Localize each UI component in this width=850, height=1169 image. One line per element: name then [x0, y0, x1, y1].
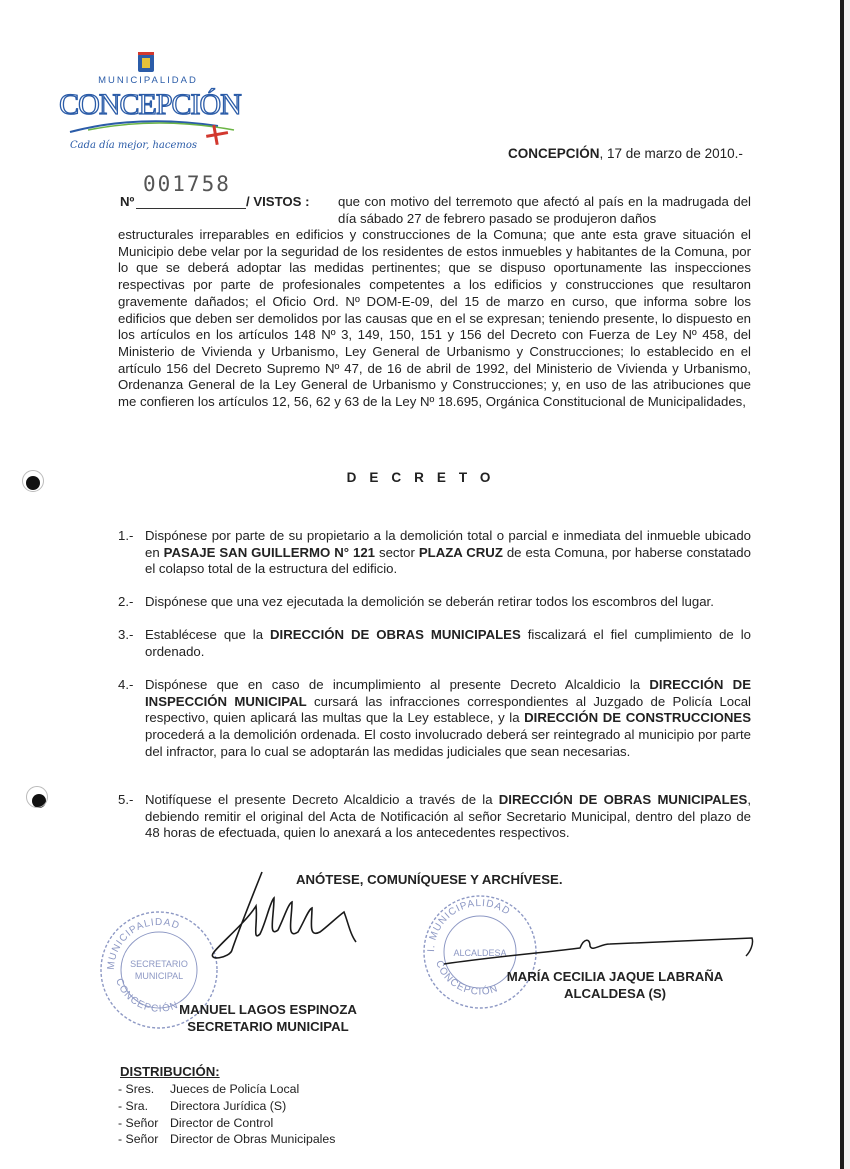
- decree-number-stamp: 001758: [143, 172, 231, 196]
- logo-top-text: MUNICIPALIDAD: [98, 75, 198, 86]
- distribution-row: - Señor Director de Control: [118, 1115, 274, 1130]
- stamp-center-line-1: SECRETARIO: [130, 959, 188, 969]
- item-number: 1.-: [118, 528, 134, 543]
- item-number: 2.-: [118, 594, 134, 609]
- item-number: 3.-: [118, 627, 134, 642]
- distribution-title: DISTRIBUCIÓN:: [120, 1064, 220, 1079]
- number-underline: [136, 208, 246, 209]
- secretary-name: MANUEL LAGOS ESPINOZA: [179, 1002, 357, 1017]
- page-right-shadow: [844, 0, 850, 1169]
- coat-of-arms-icon: [138, 52, 154, 72]
- stamp-outer-text: I. MUNICIPALIDAD: [425, 897, 513, 953]
- municipality-logo: [58, 52, 248, 156]
- decree-item-1: [118, 528, 751, 578]
- item-text: Dispónese por parte de su propietario a la demolición total o parcial e inmediata del inmueble ubicado en PASAJE SAN GUILLERMO N° 121 sector PLAZA CRUZ de esta Comuna, por haberse constatado el colapso total de la estructura del edificio.: [145, 528, 751, 577]
- decree-item-3: [118, 627, 751, 660]
- decree-item-2: [118, 594, 751, 611]
- distribution-row: - Señor Director de Obras Municipales: [118, 1132, 336, 1147]
- decree-item-4: [118, 677, 751, 761]
- page-right-edge: [840, 0, 844, 1169]
- item-text: Dispónese que en caso de incumplimiento al presente Decreto Alcaldicio la DIRECCIÓN DE INSPECCIÓN MUNICIPAL cursará las infracciones correspondientes al Juzgado de Policía Local respectivo, quien aplicará las multas que la Ley establece, y la DIRECCIÓN DE CONSTRUCCIONES procederá a la demolición ordenada. El costo involucrado deberá ser reintegrado al municipio por parte del infractor, para lo cual se adoptarán las medidas judiciales que sean necesarias.: [145, 677, 751, 759]
- item-number: 5.-: [118, 792, 134, 807]
- mayor-name: MARÍA CECILIA JAQUE LABRAÑA: [506, 969, 724, 984]
- distribution-row: - Sra. Directora Jurídica (S): [118, 1098, 287, 1113]
- decree-item-5: [118, 792, 751, 842]
- mayor-title: ALCALDESA (S): [563, 986, 667, 1001]
- item-number: 4.-: [118, 677, 134, 692]
- date-text: , 17 de marzo de 2010.-: [599, 146, 743, 161]
- item-text: Dispónese que una vez ejecutada la demolición se deberán retirar todos los escombros del lugar.: [145, 594, 714, 609]
- stamp-center-text: ALCALDESA: [453, 948, 507, 958]
- stamp-center-line-2: MUNICIPAL: [134, 971, 184, 981]
- item-text: Notifíquese el presente Decreto Alcaldicio a través de la DIRECCIÓN DE OBRAS MUNICIPALES, debiendo remitir el original del Acta de Notificación al señor Secretario Municipal, dentro del plazo de 48 horas de efectuada, quien lo anexará a los antecedentes respectivos.: [145, 792, 751, 841]
- decreto-heading: DECRETO: [346, 470, 504, 485]
- punch-hole-ring-bottom: [26, 786, 48, 808]
- number-label: Nº: [120, 194, 135, 209]
- mayor-signature: [440, 930, 760, 970]
- item-text: Establécese que la DIRECCIÓN DE OBRAS MUNICIPALES fiscalizará el fiel cumplimiento de lo ordenado.: [145, 627, 751, 659]
- distribution-list: [118, 1081, 335, 1148]
- stamp-bottom-text: CONCEPCIÓN: [433, 959, 500, 998]
- vistos-first-lines: que con motivo del terremoto que afectó al país en la madrugada del día sábado 27 de febrero pasado se produjeron daños: [338, 194, 751, 226]
- document-date: [508, 146, 743, 161]
- logo-name: CONCEPCIÓN: [59, 88, 241, 121]
- mayor-name-block: [490, 968, 740, 1002]
- secretary-signature: [200, 862, 390, 972]
- closing-formula: ANÓTESE, COMUNÍQUESE Y ARCHÍVESE.: [296, 872, 563, 887]
- vistos-body: estructurales irreparables en edificios y construcciones de la Comuna; que ante esta grave situación el Municipio debe velar por la seguridad de los residentes de estos inmuebles y habitantes de la Comuna, por lo que se deberá adoptar las medidas pertinentes; que se dispuso oportunamente las inspecciones respectivas por parte de profesionales competentes a los edificios y construcciones que resultaron gravemente dañados; el Oficio Ord. Nº DOM-E-09, del 15 de marzo en curso, que informa sobre los edificios que deben ser demolidos por las causas que en el se expresan; teniendo presente, lo dispuesto en los artículos en los artículos 148 Nº 3, 149, 150, 151 y 156 del Decreto con Fuerza de Ley Nº 458, del Ministerio de Vivienda y Urbanismo, Ley General de Urbanismo y Construcciones; lo establecido en el artículo 156 del Decreto Supremo Nº 47, de 16 de abril de 1992, del Ministerio de Vivienda y Urbanismo, Ordenanza General de la Ley General de Urbanismo y Construcciones; y, en uso de las atribuciones que me confieren los artículos 12, 56, 62 y 63 de la Ley Nº 18.695, Orgánica Constitucional de Municipalidades,: [118, 227, 751, 410]
- date-city: CONCEPCIÓN: [508, 146, 600, 161]
- stamp-bottom-text: CONCEPCIÓN: [113, 976, 181, 1015]
- stamp-outer-text: MUNICIPALIDAD: [105, 916, 182, 971]
- vistos-label: / VISTOS :: [246, 194, 310, 209]
- secretary-title: SECRETARIO MUNICIPAL: [187, 1019, 349, 1034]
- secretary-name-block: [168, 1001, 368, 1035]
- logo-slogan: Cada día mejor, hacemos: [70, 140, 198, 151]
- distribution-row: - Sres. Jueces de Policía Local: [118, 1082, 300, 1096]
